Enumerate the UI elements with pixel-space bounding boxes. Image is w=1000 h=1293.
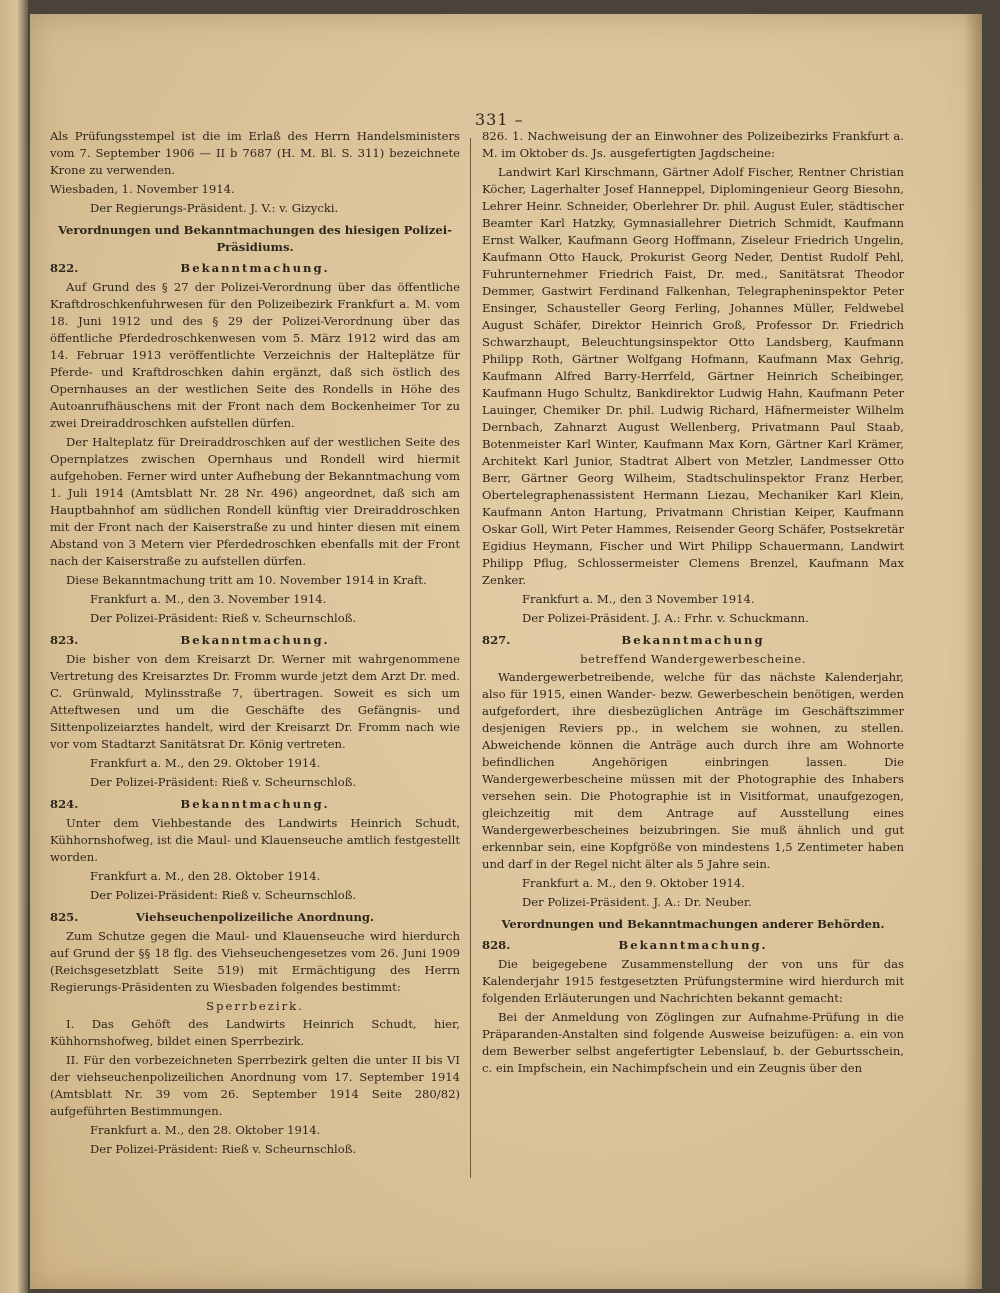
notice-826-signature: Der Polizei-Präsident. J. A.: Frhr. v. Schuckmann. bbox=[522, 611, 809, 625]
notice-828-paragraph-2: Bei der Anmeldung von Zöglingen zur Aufnahme-Prüfung in die Präparanden-Anstalten sind folgende Ausweise beizufügen: a. ein von dem Bewerber selbst angefertigter Lebenslauf, b. der Geburtsschein, c. ein Impfschein, ein Nachimpfschein und ein Zeugnis über den bbox=[482, 1010, 904, 1075]
notice-number: 827. bbox=[482, 633, 511, 647]
notice-827-subtitle: betreffend Wandergewerbescheine. bbox=[580, 652, 806, 666]
notice-825-item-i: I. Das Gehöft des Landwirts Heinrich Schudt, hier, Kühhornshofweg, bildet einen Sperrbezirk. bbox=[50, 1017, 460, 1048]
notice-823-place-date: Frankfurt a. M., den 29. Oktober 1914. bbox=[90, 756, 321, 770]
notice-824-signature: Der Polizei-Präsident: Rieß v. Scheurnschloß. bbox=[90, 888, 357, 902]
notice-823-header bbox=[50, 632, 460, 649]
intro-place-date: Wiesbaden, 1. November 1914. bbox=[50, 182, 235, 196]
notice-828-paragraph-1: Die beigegebene Zusammenstellung der von uns für das Kalenderjahr 1915 festgesetzten Prüfungstermine wird hierdurch mit folgenden Erläuterungen und Nachrichten bekannt gemacht: bbox=[482, 957, 904, 1005]
notice-827-paragraph-1: Wandergewerbetreibende, welche für das nächste Kalenderjahr, also für 1915, einen Wander- bezw. Gewerbeschein benötigen, werden aufgefordert, ihre diesbezüglichen Anträge im Geschäftszimmer desjenigen Reviers pp., in welchem sie wohnen, zu stellen. Abweichende können die Anträge auch durch ihre am Wohnorte befindlichen Angehörigen einbringen lassen. Die Wandergewerbescheine müssen mit der Photographie des Inhabers versehen sein. Die Photographie ist in Visitformat, unaufgezogen, gleichzeitig mit dem Antrage auf Ausstellung eines Wandergewerbescheines beizubringen. Sie muß ähnlich und gut erkennbar sein, eine Kopfgröße von mindestens 1,5 Zentimeter haben und darf in der Regel nicht älter als 5 Jahre sein. bbox=[482, 670, 904, 871]
right-column bbox=[482, 128, 904, 1079]
previous-page-edge bbox=[0, 0, 28, 1293]
notice-823-paragraph-1: Die bisher von dem Kreisarzt Dr. Werner mit wahrgenommene Vertretung des Kreisarztes Dr. Fromm wurde jetzt dem Arzt Dr. med. C. Grünwald, Mylinsstraße 7, übertragen. Soweit es sich um Atteftwesen und um die Geschäfte des Gefängnis- und Sittenpolizeiarztes handelt, wird der Kreisarzt Dr. Fromm nach wie vor vom Stadtarzt Sanitätsrat Dr. König vertreten. bbox=[50, 652, 460, 751]
column-divider bbox=[470, 138, 471, 1178]
notice-title: Bekanntmachung bbox=[621, 633, 765, 647]
notice-822-paragraph-1: Auf Grund des § 27 der Polizei-Verordnung über das öffentliche Kraftdroschkenfuhrwesen für den Polizeibezirk Frankfurt a. M. vom 18. Juni 1912 und des § 29 der Polizei-Verordnung über das öffentliche Pferdedroschkenwesen vom 5. März 1912 wird das am 14. Februar 1913 veröffentlichte Verzeichnis der Halteplätze für Pferde- und Kraftdroschken dahin ergänzt, daß sich östlich des Opernhauses an der westlichen Seite des Rondells in Höhe des Autoanrufhäuschens mit der Front nach dem Bockenheimer Tor zu zwei Dreiraddroschken aufstellen dürfen. bbox=[50, 280, 460, 430]
intro-signature: Der Regierungs-Präsident. J. V.: v. Gizycki. bbox=[90, 201, 339, 215]
notice-822-signature: Der Polizei-Präsident: Rieß v. Scheurnschloß. bbox=[90, 611, 357, 625]
notice-title: Bekanntmachung. bbox=[180, 261, 330, 275]
notice-826-names-list: Landwirt Karl Kirschmann, Gärtner Adolf Fischer, Rentner Christian Köcher, Lagerhalter Josef Hanneppel, Diplomingenieur Georg Biesohn, Lehrer Heinr. Schneider, Oberlehrer Dr. phil. August Euler, städtischer Beamter Karl Hatzky, Gymnasiallehrer Dietrich Schmidt, Kaufmann Ernst Walker, Kaufmann Georg Hoffmann, Ziseleur Friedrich Ungelin, Kaufmann Otto Hauck, Prokurist Georg Neder, Dentist Rudolf Pehl, Fuhrunternehmer Friedrich Faist, Dr. med., Sanitätsrat Theodor Demmer, Gastwirt Ferdinand Falkenhan, Telegrapheninspektor Peter Ensinger, Schausteller Georg Ferling, Johannes Müller, Feldwebel August Schäfer, Direktor Heinrich Groß, Professor Dr. Friedrich Schwarzhaupt, Beleuchtungsinspektor Otto Landsberg, Kaufmann Philipp Roth, Gärtner Wolfgang Hofmann, Kaufmann Max Gehrig, Kaufmann Alfred Barry-Herrfeld, Gärtner Heinrich Scheibinger, Kaufmann Hugo Schultz, Bankdirektor Ludwig Hahn, Kaufmann Peter Lauinger, Chemiker Dr. phil. Ludwig Richard, Häfnermeister Wilhelm Dernbach, Zahnarzt August Wellenberg, Privatmann Paul Staab, Botenmeister Karl Winter, Kaufmann Max Korn, Gärtner Karl Krämer, Architekt Karl Junior, Stadtrat Albert von Metzler, Landmesser Otto Berr, Gärtner Georg Wilheim, Stadtschulinspektor Franz Herber, Obertelegraphenassistent Hermann Liezau, Mechaniker Karl Klein, Kaufmann Anton Hartung, Privatmann Christian Keiper, Kaufmann Oskar Goll, Wirt Peter Hammes, Reisender Georg Schäfer, Postsekretär Egidius Heymann, Fischer und Wirt Philipp Schauermann, Landwirt Philipp Pflug, Schlossermeister Clemens Brenzel, Kaufmann Max Zenker. bbox=[482, 165, 904, 587]
notice-828-header bbox=[482, 937, 904, 954]
notice-number: 823. bbox=[50, 633, 79, 647]
notice-number: 828. bbox=[482, 938, 511, 952]
notice-title: Viehseuchenpolizeiliche Anordnung. bbox=[135, 910, 375, 924]
notice-823-signature: Der Polizei-Präsident: Rieß v. Scheurnschloß. bbox=[90, 775, 357, 789]
notice-number: 822. bbox=[50, 261, 79, 275]
notice-title: Bekanntmachung. bbox=[180, 797, 330, 811]
notice-825-sperrbezirk-heading: Sperrbezirk. bbox=[206, 999, 304, 1013]
section-heading-other-authorities: Verordnungen und Bekanntmachungen anderer Behörden. bbox=[501, 917, 885, 931]
notice-822-paragraph-2: Der Halteplatz für Dreiraddroschken auf der westlichen Seite des Opernplatzes zwischen Opernhaus und Rondell wird hiermit aufgehoben. Ferner wird unter Aufhebung der Bekanntmachung vom 1. Juli 1914 (Amtsblatt Nr. 28 Nr. 496) angeordnet, daß sich am Hauptbahnhof am südlichen Rondell künftig vier Dreiraddroschken mit der Front nach der Kaiserstraße zu und hinter diesen mit einem Abstand von 3 Metern vier Pferdedroschken ebenfalls mit der Front nach der Kaiserstraße zu aufstellen dürfen. bbox=[50, 435, 460, 568]
notice-number: 825. bbox=[50, 910, 79, 924]
page-shadow-edge bbox=[964, 14, 982, 1289]
page-number: 331 – bbox=[475, 110, 524, 129]
intro-paragraph: Als Prüfungsstempel ist die im Erlaß des Herrn Handelsministers vom 7. September 1906 — II b 7687 (H. M. Bl. S. 311) bezeichnete Krone zu verwenden. bbox=[50, 129, 460, 177]
notice-824-header bbox=[50, 796, 460, 813]
notice-827-header bbox=[482, 632, 904, 649]
notice-825-paragraph-1: Zum Schutze gegen die Maul- und Klauenseuche wird hierdurch auf Grund der §§ 18 flg. des Viehseuchengesetzes vom 26. Juni 1909 (Reichsgesetzblatt Seite 519) mit Ermächtigung des Herrn Regierungs-Präsidenten zu Wiesbaden folgendes bestimmt: bbox=[50, 929, 460, 994]
notice-824-paragraph-1: Unter dem Viehbestande des Landwirts Heinrich Schudt, Kühhornshofweg, ist die Maul- und Klauenseuche amtlich festgestellt worden. bbox=[50, 816, 460, 864]
notice-825-signature: Der Polizei-Präsident: Rieß v. Scheurnschloß. bbox=[90, 1142, 357, 1156]
notice-822-header bbox=[50, 260, 460, 277]
notice-825-header bbox=[50, 909, 460, 926]
notice-825-item-ii: II. Für den vorbezeichneten Sperrbezirk gelten die unter II bis VI der viehseuchenpolizeilichen Anordnung vom 17. September 1914 (Amtsblatt Nr. 39 vom 26. September 1914 Seite 280/82) aufgeführten Bestimmungen. bbox=[50, 1053, 460, 1118]
notice-827-signature: Der Polizei-Präsident. J. A.: Dr. Neuber. bbox=[522, 895, 752, 909]
notice-number: 824. bbox=[50, 797, 79, 811]
notice-title: Bekanntmachung. bbox=[180, 633, 330, 647]
notice-822-paragraph-3: Diese Bekanntmachung tritt am 10. November 1914 in Kraft. bbox=[66, 573, 427, 587]
section-heading-police: Verordnungen und Bekanntmachungen des hiesigen Polizei-Präsidiums. bbox=[58, 223, 452, 254]
notice-824-place-date: Frankfurt a. M., den 28. Oktober 1914. bbox=[90, 869, 321, 883]
notice-825-place-date: Frankfurt a. M., den 28. Oktober 1914. bbox=[90, 1123, 321, 1137]
notice-822-place-date: Frankfurt a. M., den 3. November 1914. bbox=[90, 592, 327, 606]
left-column bbox=[50, 128, 460, 1163]
notice-826-paragraph-1: 826. 1. Nachweisung der an Einwohner des Polizeibezirks Frankfurt a. M. im Oktober ds. Js. ausgefertigten Jagdscheine: bbox=[482, 129, 904, 160]
notice-title: Bekanntmachung. bbox=[618, 938, 768, 952]
notice-826-place-date: Frankfurt a. M., den 3 November 1914. bbox=[522, 592, 755, 606]
notice-827-place-date: Frankfurt a. M., den 9. Oktober 1914. bbox=[522, 876, 745, 890]
